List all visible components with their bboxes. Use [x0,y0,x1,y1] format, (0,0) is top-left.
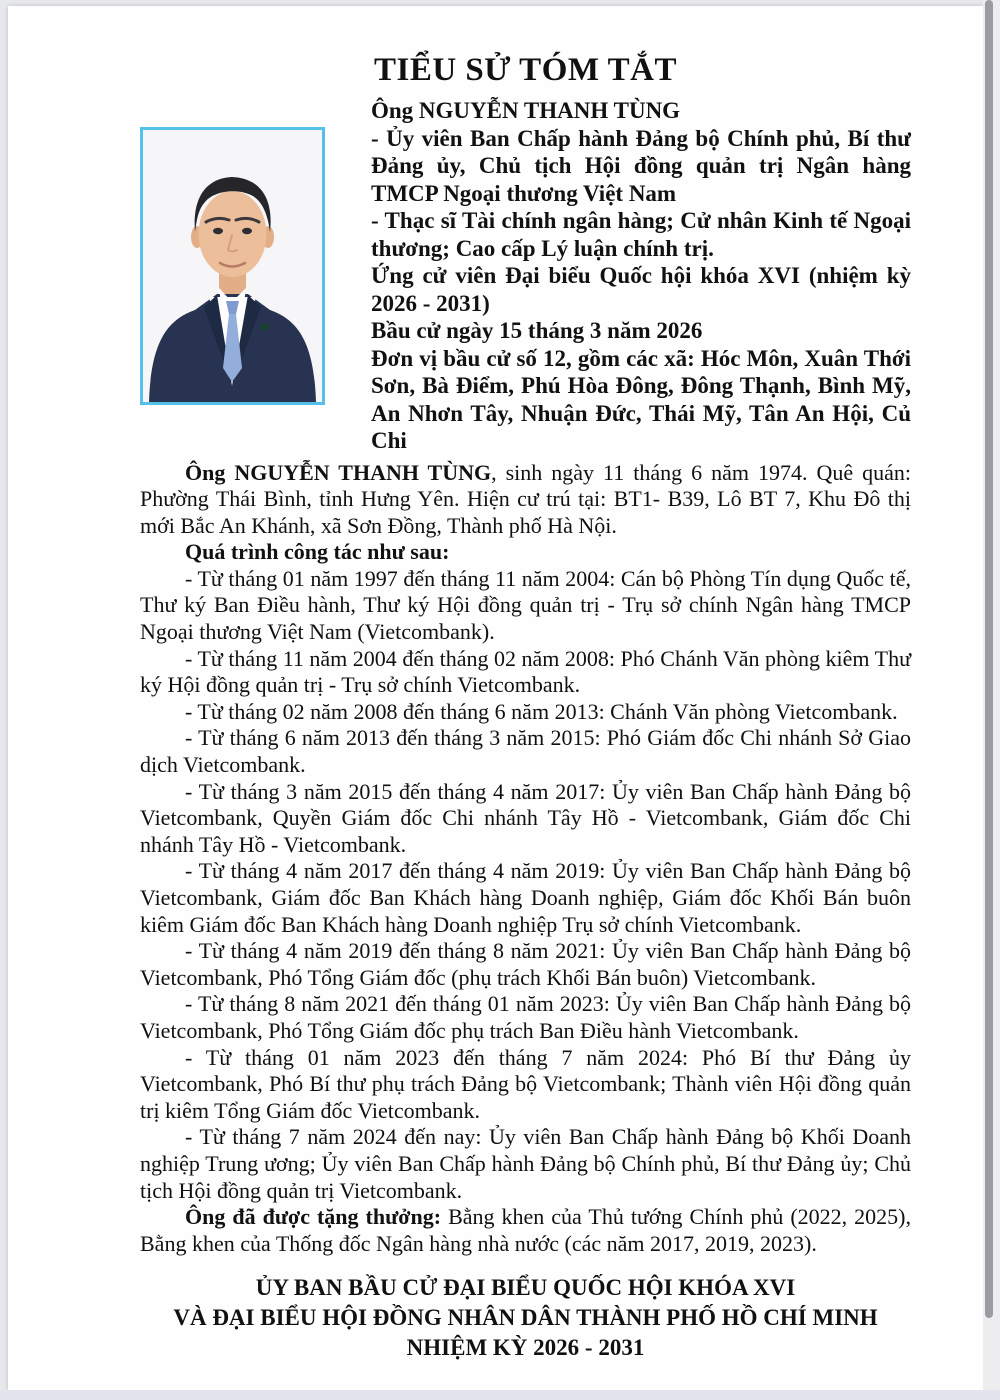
footer-section [140,1273,911,1363]
document-page [8,6,983,1390]
career-item-2: - Từ tháng 11 năm 2004 đến tháng 02 năm 2008: Phó Chánh Văn phòng kiêm Thư ký Hội đồng quản trị - Trụ sở chính Vietcombank. [140,645,911,698]
candidate-photo [140,127,325,405]
career-item-4: - Từ tháng 6 năm 2013 đến tháng 3 năm 2015: Phó Giám đốc Chi nhánh Sở Giao dịch Vietcombank. [140,725,911,778]
career-item-1: - Từ tháng 01 năm 1997 đến tháng 11 năm 2004: Cán bộ Phòng Tín dụng Quốc tế, Thư ký Ban Điều hành, Thư ký Hội đồng quản trị - Trụ sở chính Ngân hàng TMCP Ngoại thương Việt Nam (Vietcombank). [140,565,911,645]
header-line-position: - Ủy viên Ban Chấp hành Đảng bộ Chính phủ, Bí thư Đảng ủy, Chủ tịch Hội đồng quản trị Ngân hàng TMCP Ngoại thương Việt Nam [371,125,911,206]
scrollbar-thumb[interactable] [985,0,993,1318]
page-title: TIỂU SỬ TÓM TẮT [373,52,678,88]
portrait-photo-icon [143,130,322,402]
career-item-3: - Từ tháng 02 năm 2008 đến tháng 6 năm 2013: Chánh Văn phòng Vietcombank. [185,698,898,724]
bio-paragraph [140,460,911,540]
career-item-5: - Từ tháng 3 năm 2015 đến tháng 4 năm 2017: Ủy viên Ban Chấp hành Đảng bộ Vietcombank, Quyền Giám đốc Chi nhánh Tây Hồ - Vietcombank, Giám đốc Chi nhánh Tây Hồ - Vietcombank. [140,778,911,857]
awards-text: Bằng khen của Thủ tướng Chính phủ (2022, 2025), Bằng khen của Thống đốc Ngân hàng nhà nước (các năm 2017, 2019, 2023). [140,1204,911,1256]
footer-line-committee: ỦY BAN BẦU CỬ ĐẠI BIỂU QUỐC HỘI KHÓA XVI [255,1275,796,1301]
header-line-election-date: Bầu cử ngày 15 tháng 3 năm 2026 [371,318,703,343]
bottom-band [0,1390,1000,1400]
candidate-name: Ông NGUYỄN THANH TÙNG [371,98,681,123]
career-item-6: - Từ tháng 4 năm 2017 đến tháng 4 năm 2019: Ủy viên Ban Chấp hành Đảng bộ Vietcombank, Giám đốc Ban Khách hàng Doanh nghiệp, Giám đốc Khối Bán buôn kiêm Giám đốc Ban Khách hàng Doanh nghiệp Trụ sở chính Vietcombank. [140,858,911,937]
header-section [140,97,911,455]
header-line-candidacy: Ứng cử viên Đại biểu Quốc hội khóa XVI (nhiệm kỳ 2026 - 2031) [371,263,911,316]
career-item-9: - Từ tháng 01 năm 2023 đến tháng 7 năm 2024: Phó Bí thư Đảng ủy Vietcombank, Phó Bí thư phụ trách Đảng bộ Vietcombank; Thành viên Hội đồng quản trị kiêm Tổng Giám đốc Vietcombank. [140,1044,911,1123]
career-item-7: - Từ tháng 4 năm 2019 đến tháng 8 năm 2021: Ủy viên Ban Chấp hành Đảng bộ Vietcombank, Phó Tổng Giám đốc (phụ trách Khối Bán buôn) Vietcombank. [140,938,911,990]
header-line-education: - Thạc sĩ Tài chính ngân hàng; Cử nhân Kinh tế Ngoại thương; Cao cấp Lý luận chính trị. [371,208,911,261]
bio-name-bold: Ông NGUYỄN THANH TÙNG [185,459,492,485]
career-item-8: - Từ tháng 8 năm 2021 đến tháng 01 năm 2023: Ủy viên Ban Chấp hành Đảng bộ Vietcombank, Phó Tổng Giám đốc phụ trách Ban Điều hành Vietcombank. [140,991,911,1043]
header-line-election-unit: Đơn vị bầu cử số 12, gồm các xã: Hóc Môn, Xuân Thới Sơn, Bà Điểm, Phú Hòa Đông, Đông Thạnh, Bình Mỹ, An Nhơn Tây, Nhuận Đức, Thái Mỹ, Tân An Hội, Củ Chi [371,345,911,453]
footer-line-term: NHIỆM KỲ 2026 - 2031 [406,1335,645,1361]
awards-lead-bold: Ông đã được tặng thưởng: [185,1204,442,1230]
header-text-block [371,97,911,455]
footer-line-council: VÀ ĐẠI BIỂU HỘI ĐỒNG NHÂN DÂN THÀNH PHỐ HỒ CHÍ MINH [173,1305,878,1331]
career-item-10: - Từ tháng 7 năm 2024 đến nay: Ủy viên Ban Chấp hành Đảng bộ Khối Doanh nghiệp Trung ương; Ủy viên Ban Chấp hành Đảng bộ Chính phủ, Bí thư Đảng ủy; Chủ tịch Hội đồng quản trị Vietcombank. [140,1124,911,1203]
bio-text: , sinh ngày 11 tháng 6 năm 1974. Quê quán: Phường Thái Bình, tỉnh Hưng Yên. Hiện cư trú tại: BT1- B39, Lô BT 7, Khu Đô thị mới Bắc An Khánh, xã Sơn Đồng, Thành phố Hà Nội. [140,459,912,538]
awards-paragraph [140,1204,911,1257]
scrollbar-track[interactable] [983,0,1000,1400]
career-heading: Quá trình công tác như sau: [185,539,450,565]
